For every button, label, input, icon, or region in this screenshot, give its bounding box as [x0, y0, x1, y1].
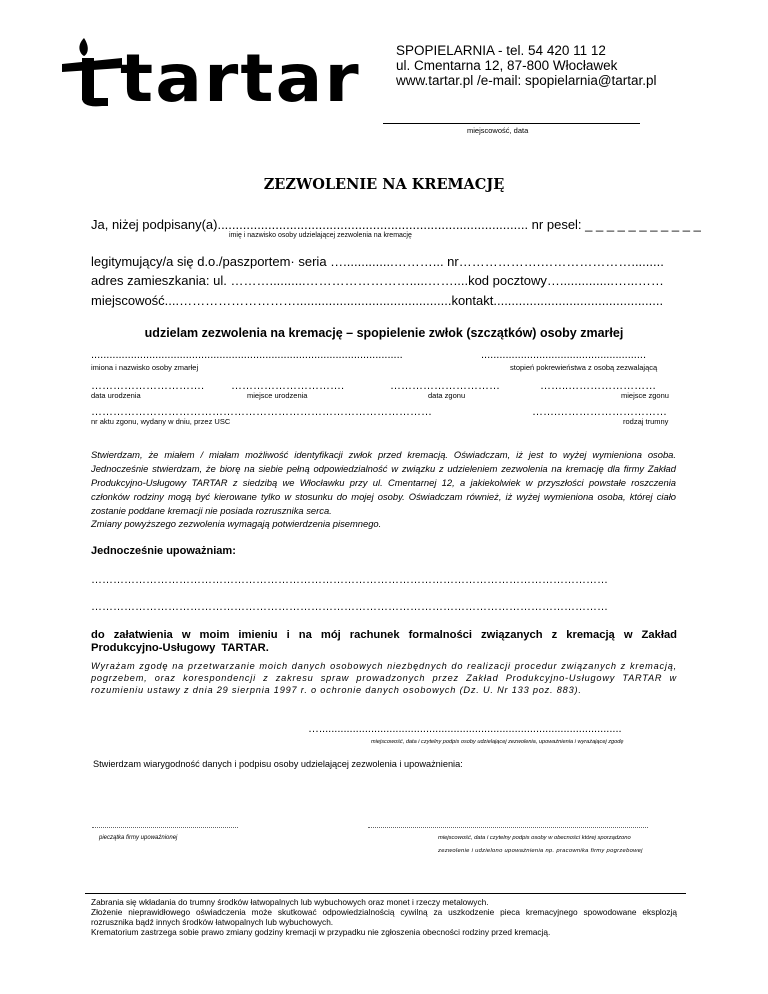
death-date-field[interactable]: …………………………	[390, 380, 500, 392]
deceased-name-field[interactable]: ......................................................................................................	[91, 349, 403, 361]
place-date-line	[383, 123, 640, 124]
verification-text: Stwierdzam wiarygodność danych i podpisu osoby udzielającej zezwolenia i upoważnienia:	[93, 759, 463, 769]
company-logo	[62, 28, 374, 117]
birth-place-field[interactable]: ………………………….	[231, 380, 345, 392]
witness-caption-1: miejscowość, data i czytelny podpis osoby w obecności której sporządzono	[438, 835, 631, 841]
authorized-person-field-1[interactable]: ……………………………………………………………………………………………………………………………	[91, 574, 608, 586]
witness-caption-2: zezwolenie i udzielono upoważnienia np. pracownika firmy pogrzebowej	[438, 848, 643, 854]
stamp-line	[92, 827, 238, 828]
authorized-person-field-2[interactable]: ……………………………………………………………………………………………………………………………	[91, 601, 608, 613]
authorize-heading: Jednocześnie upoważniam:	[91, 545, 236, 557]
birth-date-caption: data urodzenia	[91, 391, 141, 400]
company-address	[396, 43, 657, 88]
death-date-caption: data zgonu	[428, 391, 466, 400]
coffin-type-field[interactable]: …….…………………………	[532, 406, 668, 418]
death-certificate-caption: nr aktu zgonu, wydany w dniu, przez USC	[91, 417, 231, 426]
consent-heading: udzielam zezwolenia na kremację – spopielenie zwłok (szczątków) osoby zmarłej	[144, 326, 624, 340]
coffin-type-caption: rodzaj trumny	[623, 417, 669, 426]
footer-note-2: Złożenie nieprawidłowego oświadczenia może skutkować odpowiedzialnością cywilną za uszkodzenie pieca kremacyjnego spowodowane eksplozją rozrusznika bądź innych środków łatwopalnych lub wybuchowych.	[91, 907, 677, 927]
footer-divider	[85, 893, 686, 894]
changes-note: Zmiany powyższego zezwolenia wymagają potwierdzenia pisemnego.	[91, 518, 382, 529]
relation-caption: stopień pokrewieństwa z osobą zezwalającą	[510, 363, 658, 372]
death-place-field[interactable]: ……..……………………	[540, 380, 657, 392]
witness-signature-line[interactable]	[368, 827, 648, 828]
signature-caption: miejscowość, data i czytelny podpis osoby udzielającej zezwolenia, upoważnienia i wyrażającej zgodę	[371, 739, 624, 745]
death-certificate-field[interactable]: …………………………………………………………………………………	[91, 406, 432, 418]
company-web-email: www.tartar.pl /e-mail: spopielarnia@tartar.pl	[396, 73, 657, 88]
declaration-text: Stwierdzam, że miałem / miałam możliwość identyfikacji zwłok przed kremacją. Oświadczam, iż jest to wyżej wymieniona osoba. Jednocześnie stwierdzam, że biorę na siebie pełną odpowiedzialność w związku z udzieleniem zezwolenia na kremację dla firmy Zakład Produkcyjno-Usługowy TARTAR z siedzibą we Włocławku przy ul. Cmentarnej 12, a jakiekolwiek w przyszłości powstałe roszczenia członków rodziny mogą być kierowane tylko w stosunku do mojej osoby. Oświadczam również, iż wyżej wymieniona osoba, której ciało zostanie poddane kremacji nie posiada rozrusznika serca.	[91, 449, 676, 516]
applicant-name-pesel-line[interactable]: Ja, niżej podpisany(a)...................................................................................... nr pesel: _ _ _ _ _ _ _ _ _ _ _	[91, 217, 701, 232]
stamp-caption: pieczątka firmy upoważnionej	[99, 835, 178, 841]
company-street: ul. Cmentarna 12, 87-800 Włocławek	[396, 58, 618, 73]
data-consent-text: Wyrażam zgodę na przetwarzanie moich danych osobowych niezbędnych do realizacji procedur związanych z kremacją, pogrzebem, oraz korespondencji z zakresu spraw prowadzonych przez Zakład Produkcyjno-Usługowy TARTAR w rozumieniu ustawy z dnia 29 sierpnia 1997 r. o ochronie danych osobowych (Dz. U. Nr 133 poz. 883).	[91, 661, 677, 695]
footer-note-3: Krematorium zastrzega sobie prawo zmiany godziny kremacji w przypadku nie zgłoszenia obecności rodziny przed kremacją.	[91, 927, 551, 937]
company-phone: SPOPIELARNIA - tel. 54 420 11 12	[396, 43, 606, 58]
city-contact-line[interactable]: miejscowość....………………………...........................................kontakt...............................................	[91, 293, 664, 308]
birth-place-caption: miejsce urodzenia	[247, 391, 308, 400]
logo-text: tartar	[120, 40, 361, 117]
deceased-name-caption: imiona i nazwisko osoby zmarłej	[91, 363, 199, 372]
formalities-text: do załatwienia w moim imieniu i na mój rachunek formalności związanych z kremacją w Zakład Produkcyjno-Usługowy TARTAR.	[91, 629, 677, 654]
relation-field[interactable]: ......................................................	[481, 349, 647, 361]
footer-notes	[91, 897, 677, 937]
applicant-name-caption: imię i nazwisko osoby udzielającej zezwolenia na kremację	[229, 232, 412, 239]
birth-date-field[interactable]: ………………………….	[91, 380, 205, 392]
id-document-line[interactable]: legitymujący/a się d.o./paszportem· seria …..............………... nr……………….………………….........	[91, 254, 664, 269]
footer-note-1: Zabrania się wkładania do trumny środków łatwopalnych lub wybuchowych oraz monet i rzeczy metalowych.	[91, 897, 489, 907]
death-place-caption: miejsce zgonu	[621, 391, 669, 400]
document-title: ZEZWOLENIE NA KREMACJĘ	[263, 176, 505, 193]
address-line[interactable]: adres zamieszkania: ul. ………..........…………………….....……....kod pocztowy…...............…...……	[91, 273, 664, 288]
place-date-caption: miejscowość, data	[467, 126, 529, 135]
signature-field[interactable]: …...................................................................................................	[308, 723, 622, 735]
